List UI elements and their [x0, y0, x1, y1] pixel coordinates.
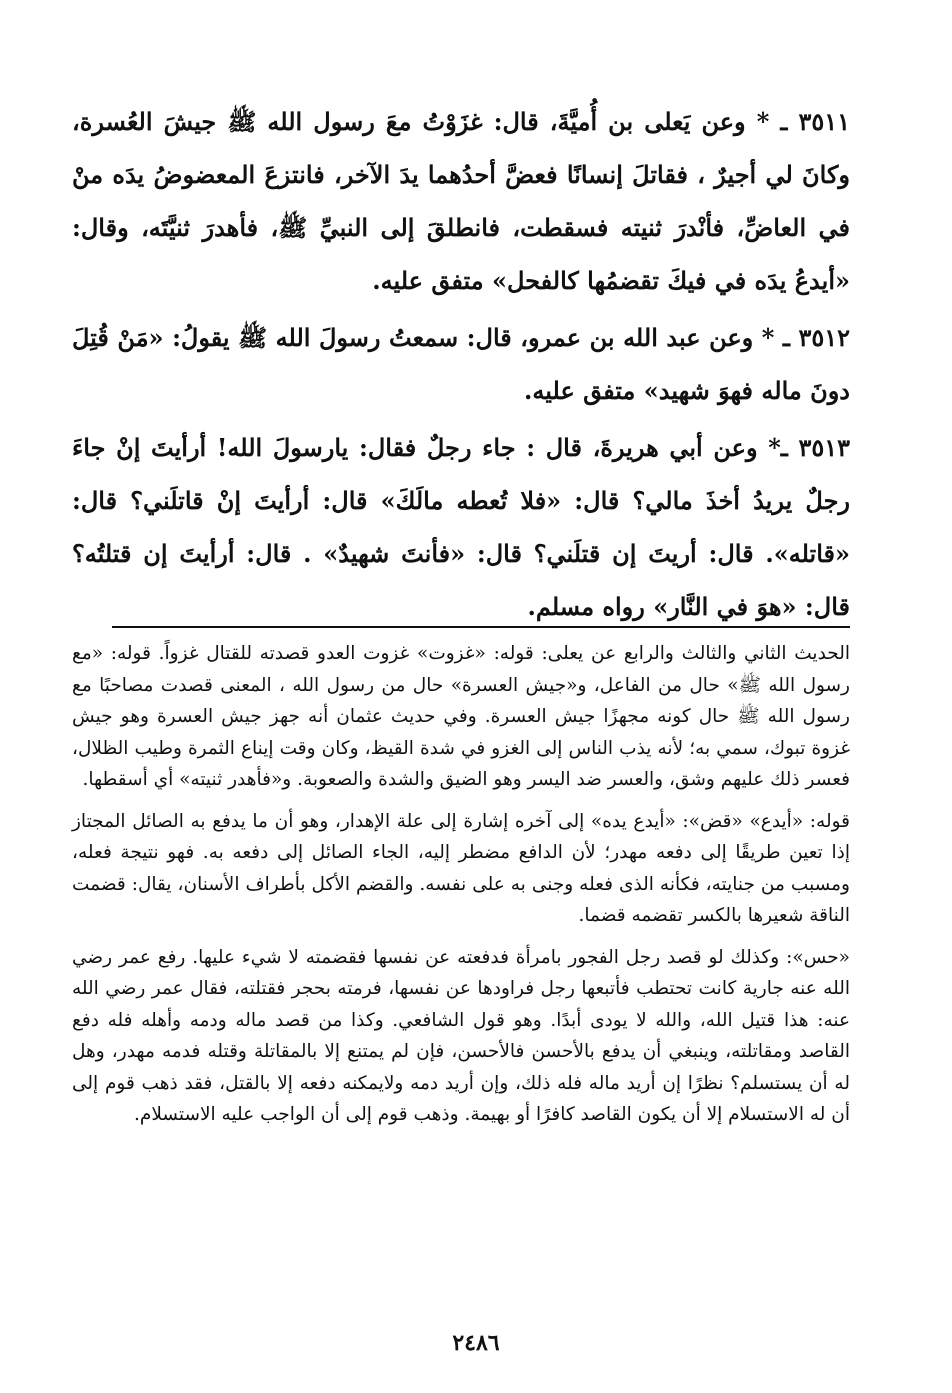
hadith-number: ٣٥١٣ ـ*: [768, 433, 851, 462]
hadith-3512: [72, 311, 850, 417]
page-number: ٢٤٨٦: [452, 1330, 500, 1356]
commentary-paragraph: الحديث الثاني والثالث والرابع عن يعلى: قوله: «غزوت» غزوت العدو قصدته للقتال غزواً. قوله: «مع رسول الله ﷺ» حال من الفاعل، و«جيش العسرة» حال من رسول الله ، المعنى قصدت مصاحبًا مع رسول الله ﷺ حال كونه مجهزًا جيش العسرة. وفي حديث عثمان أنه جهز جيش العسرة وهو جيش غزوة تبوك، سمي به؛ لأنه يذب الناس إلى الغزو في شدة القيظ، وكان وقت إيناع الثمرة وطيب الظلال، فعسر ذلك عليهم وشق، والعسر ضد اليسر وهو الضيق والشدة والصعوبة. و«فأهدر ثنيته» أي أسقطها.: [72, 643, 850, 790]
commentary-paragraph: قوله: «أيدع» «قض»: «أيدع يده» إلى آخره إشارة إلى علة الإهدار، وهو أن ما يدفع به الصائل المجتاز إذا تعين طريقًا إلى دفعه مهدر؛ لأن الدافع مضطر إليه، الجاء الصائل إلى دفعه به. فهو نتيجة فعله، ومسبب من جنايته، فكأنه الذى فعله وجنى به على نفسه. والقضم الأكل بأطراف الأسنان، يقال: قضمت الناقة شعيرها بالكسر تقضمه قضما.: [72, 810, 850, 926]
hadith-3513: [72, 421, 850, 633]
hadith-text: وعن يَعلى بن أُميَّةَ، قال: غزَوْتُ معَ رسول الله ﷺ جيشَ العُسرة، وكانَ لي أجيرٌ ، فقاتلَ إنسانًا فعضَّ أحدُهما يدَ الآخر، فانتزعَ المعضوضُ يدَه منْ في العاضِّ، فأنْدرَ ثنيته فسقطت، فانطلقَ إلى النبيِّ ﷺ، فأهدرَ ثنيَّتَه، وقال: «أيدعُ يدَه في فيكَ تقضمُها كالفحل» متفق عليه.: [72, 107, 850, 295]
commentary-paragraph: «حس»: وكذلك لو قصد رجل الفجور بامرأة فدفعته عن نفسها فقضمته لا شيء عليها. رفع عمر رضي الله عنه جارية كانت تحتطب فأتبعها رجل فراودها عن نفسها، فرمته بحجر فقتلته، فقال عمر رضي الله عنه: هذا قتيل الله، والله لا يودى أبدًا. وهو قول الشافعي. وكذا من قصد ماله ودمه وأهله فله دفع القاصد ومقاتلته، وينبغي أن يدفع بالأحسن فالأحسن، فإن لم يمتنع إلا بالمقاتلة وقتله فدمه مهدر، وهل له أن يستسلم؟ نظرًا إن أريد ماله فله ذلك، وإن أريد دمه ولايمكنه دفعه إلا بالقتل، فقد ذهب قوم إلى أن له الاستسلام إلا أن يكون القاصد كافرًا أو بهيمة. وذهب قوم إلى أن الواجب عليه الاستسلام.: [72, 946, 850, 1125]
hadith-text: وعن عبد الله بن عمرو، قال: سمعتُ رسولَ الله ﷺ يقولُ: «مَنْ قُتِلَ دونَ ماله فهوَ شهيد» متفق عليه.: [72, 323, 850, 405]
hadith-number: ٣٥١٢ ـ *: [761, 323, 850, 352]
footnote-divider: [112, 626, 850, 628]
commentary-section: [72, 638, 850, 1141]
hadith-number: ٣٥١١ ـ *: [756, 107, 851, 136]
hadith-3511: [72, 95, 850, 307]
hadith-section: [72, 95, 850, 637]
hadith-text: وعن أبي هريرةَ، قال : جاء رجلٌ فقال: يارسولَ الله! أرأيتَ إنْ جاءَ رجلٌ يريدُ أخذَ مالي؟ قال: «فلا تُعطه مالَكَ» قال: أرأيتَ إنْ قاتلَني؟ قال: «قاتله». قال: أريتَ إن قتلَني؟ قال: «فأنتَ شهيدٌ» . قال: أرأيتَ إن قتلتُه؟ قال: «هوَ في النَّار» رواه مسلم.: [72, 433, 850, 621]
